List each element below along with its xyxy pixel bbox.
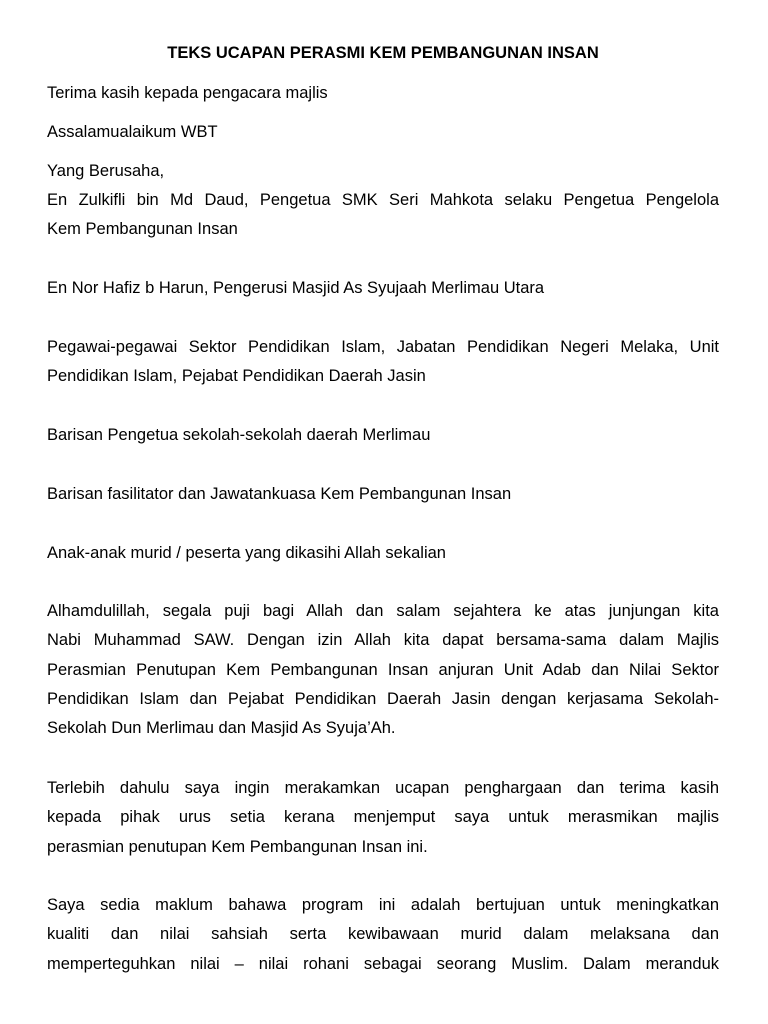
paragraph-thanks-line-2: kepada pihak urus setia kerana menjemput saya untuk merasmikan majlis	[47, 808, 719, 827]
guest-facilitators	[47, 480, 719, 509]
guest-principal	[47, 186, 719, 245]
paragraph-purpose-line-3: memperteguhkan nilai – nilai rohani sebagai seorang Muslim. Dalam meranduk	[47, 954, 719, 973]
greeting-thanks	[47, 79, 719, 108]
paragraph-purpose-line-1: Saya sedia maklum bahawa program ini adalah bertujuan untuk meningkatkan	[47, 896, 719, 914]
paragraph-opening-line-4: Pendidikan Islam dan Pejabat Pendidikan Daerah Jasin dengan kerjasama Sekolah-	[47, 689, 719, 708]
guest-principals-line: Barisan Pengetua sekolah-sekolah daerah Merlimau	[47, 426, 431, 444]
guest-officers	[47, 333, 719, 392]
guest-officers-line-1: Pegawai-pegawai Sektor Pendidikan Islam, Jabatan Pendidikan Negeri Melaka, Unit	[47, 338, 719, 356]
guest-principal-line-2: Kem Pembangunan Insan	[47, 220, 238, 239]
guest-mosque-chairman-line: En Nor Hafiz b Harun, Pengerusi Masjid As Syujaah Merlimau Utara	[47, 279, 545, 297]
paragraph-opening-line-2: Nabi Muhammad SAW. Dengan izin Allah kita dapat bersama-sama dalam Majlis	[47, 631, 719, 650]
paragraph-opening-line-5: Sekolah Dun Merlimau dan Masjid As Syuja’Ah.	[47, 719, 396, 738]
guest-officers-line-2: Pendidikan Islam, Pejabat Pendidikan Daerah Jasin	[47, 367, 426, 386]
greeting-thanks-line: Terima kasih kepada pengacara majlis	[47, 84, 328, 102]
paragraph-thanks-line-3: perasmian penutupan Kem Pembangunan Insan ini.	[47, 837, 428, 856]
greeting-salam	[47, 118, 719, 147]
paragraph-opening-line-1: Alhamdulillah, segala puji bagi Allah dan salam sejahtera ke atas junjungan kita	[47, 602, 719, 620]
greeting-salam-line: Assalamualaikum WBT	[47, 123, 218, 141]
paragraph-thanks	[47, 774, 719, 862]
salutation	[47, 157, 719, 186]
guest-mosque-chairman	[47, 274, 719, 303]
guest-principal-line-1: En Zulkifli bin Md Daud, Pengetua SMK Seri Mahkota selaku Pengetua Pengelola	[47, 191, 719, 209]
salutation-line: Yang Berusaha,	[47, 162, 165, 180]
document-page	[47, 0, 719, 1024]
paragraph-purpose	[47, 891, 719, 979]
guest-principals	[47, 421, 719, 450]
paragraph-opening-line-3: Perasmian Penutupan Kem Pembangunan Insan anjuran Unit Adab dan Nilai Sektor	[47, 660, 719, 679]
paragraph-opening	[47, 597, 719, 743]
guest-students-line: Anak-anak murid / peserta yang dikasihi Allah sekalian	[47, 544, 446, 562]
guest-students	[47, 539, 719, 568]
document-title: TEKS UCAPAN PERASMI KEM PEMBANGUNAN INSAN	[167, 44, 599, 62]
guest-facilitators-line: Barisan fasilitator dan Jawatankuasa Kem Pembangunan Insan	[47, 485, 512, 503]
paragraph-purpose-line-2: kualiti dan nilai sahsiah serta kewibawaan murid dalam melaksana dan	[47, 925, 719, 944]
paragraph-thanks-line-1: Terlebih dahulu saya ingin merakamkan ucapan penghargaan dan terima kasih	[47, 779, 719, 797]
